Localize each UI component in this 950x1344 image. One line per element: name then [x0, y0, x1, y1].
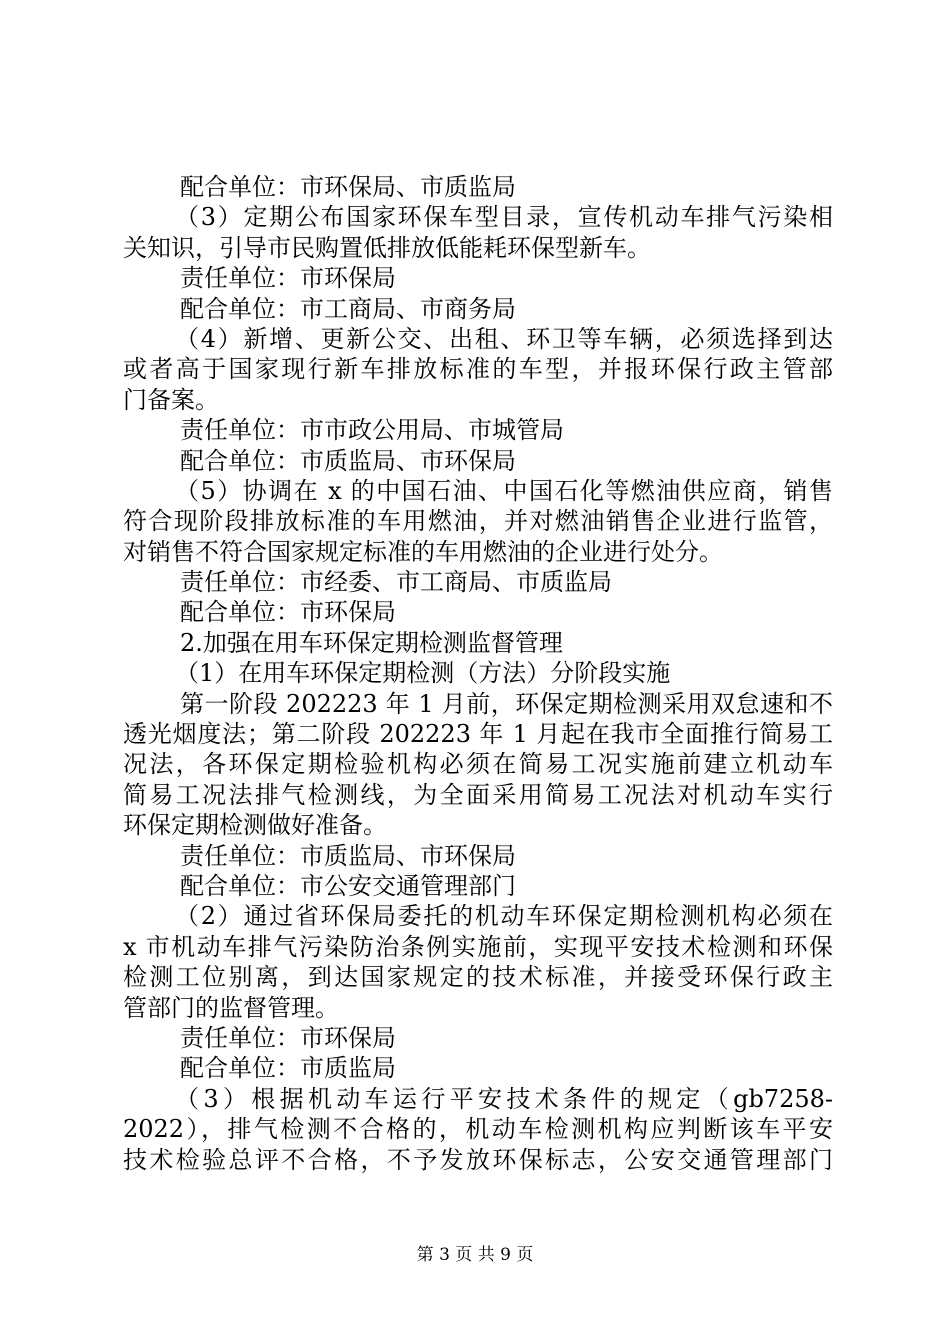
text-line: 配合单位：市质监局: [180, 1054, 396, 1083]
section-heading: 2.加强在用车环保定期检测监督管理: [180, 628, 563, 657]
text-line: 配合单位：市质监局、市环保局: [180, 446, 516, 475]
text-line: 关知识，引导市民购置低排放低能耗环保型新车。: [123, 233, 651, 262]
text-line: （3）根据机动车运行平安技术条件的规定（gb7258-: [175, 1084, 833, 1113]
text-line: 管部门的监督管理。: [123, 993, 339, 1022]
text-line: 2022），排气检测不合格的，机动车检测机构应判断该车平安: [123, 1115, 833, 1144]
text-line: （5）协调在 x 的中国石油、中国石化等燃油供应商，销售: [175, 476, 833, 505]
text-line: x 市机动车排气污染防治条例实施前，实现平安技术检测和环保: [123, 932, 833, 961]
text-line: 第一阶段 202223 年 1 月前，环保定期检测采用双怠速和不: [180, 689, 833, 718]
text-line: 透光烟度法；第二阶段 202223 年 1 月起在我市全面推行简易工: [123, 720, 833, 749]
page-number-footer: 第 3 页 共 9 页: [416, 1245, 534, 1265]
text-line: （2）通过省环保局委托的机动车环保定期检测机构必须在: [175, 902, 833, 931]
document-body: [123, 172, 833, 1175]
text-line: 责任单位：市质监局、市环保局: [180, 841, 516, 870]
text-line: （3）定期公布国家环保车型目录，宣传机动车排气污染相: [175, 203, 833, 232]
text-line: 配合单位：市公安交通管理部门: [180, 871, 516, 900]
text-line: （4）新增、更新公交、出租、环卫等车辆，必须选择到达: [175, 324, 833, 353]
text-line: 技术检验总评不合格，不予发放环保标志，公安交通管理部门: [123, 1145, 833, 1174]
text-line: 简易工况法排气检测线，为全面采用简易工况法对机动车实行: [123, 780, 833, 809]
text-line: 责任单位：市市政公用局、市城管局: [180, 416, 564, 445]
text-line: （1）在用车环保定期检测（方法）分阶段实施: [175, 659, 671, 688]
text-line: 配合单位：市环保局: [180, 598, 396, 627]
text-line: 门备案。: [123, 385, 219, 414]
text-line: 符合现阶段排放标准的车用燃油，并对燃油销售企业进行监管，: [123, 507, 833, 536]
text-line: 检测工位别离，到达国家规定的技术标准，并接受环保行政主: [123, 963, 833, 992]
text-line: 况法，各环保定期检验机构必须在简易工况实施前建立机动车: [123, 750, 833, 779]
text-line: 环保定期检测做好准备。: [123, 811, 387, 840]
text-line: 责任单位：市环保局: [180, 264, 396, 293]
text-line: 配合单位：市环保局、市质监局: [180, 173, 516, 201]
text-line: 配合单位：市工商局、市商务局: [180, 294, 516, 323]
text-line: 责任单位：市环保局: [180, 1023, 396, 1052]
text-line: 对销售不符合国家规定标准的车用燃油的企业进行处分。: [123, 537, 723, 566]
text-line: 或者高于国家现行新车排放标准的车型，并报环保行政主管部: [123, 355, 833, 384]
text-line: 责任单位：市经委、市工商局、市质监局: [180, 568, 612, 597]
